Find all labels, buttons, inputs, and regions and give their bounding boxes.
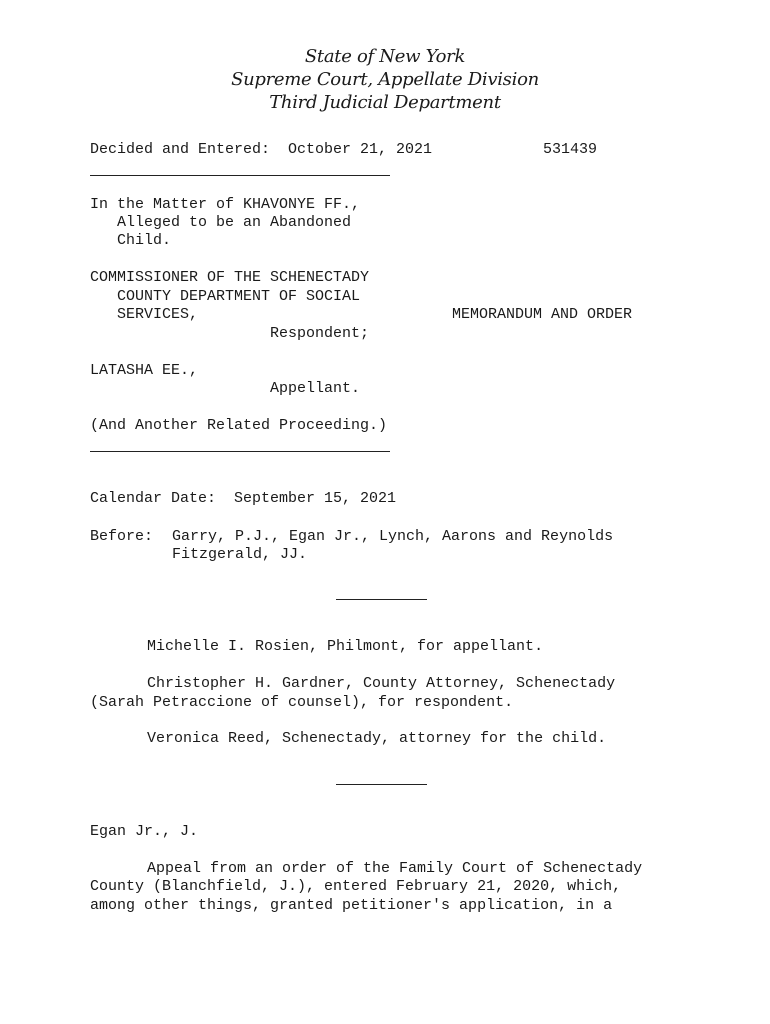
respondent-role: Respondent; [270, 325, 370, 342]
opinion-text-line-3: among other things, granted petitioner's application, in a [90, 897, 613, 914]
commissioner-line-1: COMMISSIONER OF THE SCHENECTADY [90, 269, 370, 286]
commissioner-line-2: COUNTY DEPARTMENT OF SOCIAL [117, 288, 361, 305]
counsel-respondent-line-1: Christopher H. Gardner, County Attorney, Schenectady [147, 675, 616, 692]
counsel-appellant: Michelle I. Rosien, Philmont, for appellant. [147, 638, 544, 655]
appellant-role: Appellant. [270, 380, 361, 397]
section-divider-1 [336, 599, 427, 600]
matter-line-1: In the Matter of KHAVONYE FF., [90, 196, 361, 213]
opinion-author: Egan Jr., J. [90, 823, 199, 840]
matter-line-2: Alleged to be an Abandoned [117, 214, 352, 231]
docket-number: 531439 [543, 141, 598, 158]
calendar-date: Calendar Date: September 15, 2021 [90, 490, 397, 507]
decided-entered: Decided and Entered: October 21, 2021 [90, 141, 433, 158]
counsel-respondent-line-2: (Sarah Petraccione of counsel), for respondent. [90, 694, 514, 711]
before-label: Before: [90, 528, 154, 545]
caption-top-rule [90, 175, 390, 176]
opinion-text-line-2: County (Blanchfield, J.), entered February 21, 2020, which, [90, 878, 622, 895]
section-divider-2 [336, 784, 427, 785]
before-justices-line-2: Fitzgerald, JJ. [172, 546, 308, 563]
court-state: State of New York [304, 46, 466, 67]
opinion-text-line-1: Appeal from an order of the Family Court of Schenectady [147, 860, 643, 877]
court-department: Third Judicial Department [269, 92, 501, 113]
matter-line-3: Child. [117, 232, 172, 249]
related-proceeding: (And Another Related Proceeding.) [90, 417, 388, 434]
commissioner-line-3: SERVICES, [117, 306, 199, 323]
counsel-child: Veronica Reed, Schenectady, attorney for the child. [147, 730, 607, 747]
caption-bottom-rule [90, 451, 390, 452]
before-justices-line-1: Garry, P.J., Egan Jr., Lynch, Aarons and Reynolds [172, 528, 614, 545]
document-type: MEMORANDUM AND ORDER [452, 306, 633, 323]
appellant-name: LATASHA EE., [90, 362, 199, 379]
court-name: Supreme Court, Appellate Division [231, 69, 539, 90]
